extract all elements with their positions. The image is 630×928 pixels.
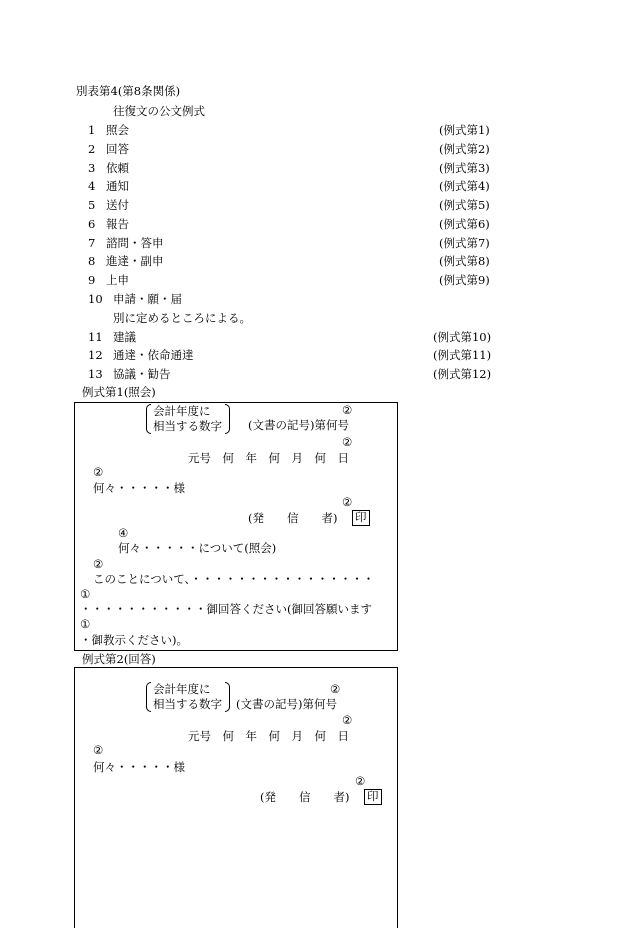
list-item-number: 3 xyxy=(88,161,96,175)
circled-number: ① xyxy=(80,617,91,631)
circled-number: ② xyxy=(342,495,353,509)
list-item-label: 協議・勧告 xyxy=(113,367,171,381)
list-item-label: 通知 xyxy=(106,179,129,193)
list-item-ref: (例式第2) xyxy=(439,142,490,156)
list-item-number: 6 xyxy=(88,217,96,231)
list-item-label: 報告 xyxy=(106,217,129,231)
example2-title: 例式第2(回答) xyxy=(82,652,156,666)
brace-text-line2: 相当する数字 xyxy=(153,697,222,711)
date-line: 元号 何 年 何 月 何 日 xyxy=(188,729,349,743)
list-item-label: 諮問・答申 xyxy=(106,236,164,250)
circled-number: ② xyxy=(342,403,353,417)
circled-number: ④ xyxy=(118,526,129,540)
brace-text-line1: 会計年度に xyxy=(153,682,211,696)
example1-title: 例式第1(照会) xyxy=(82,385,156,399)
list-item-ref: (例式第10) xyxy=(433,330,492,344)
sender: (発 信 者) xyxy=(248,511,338,525)
list-item-label: 通達・依命通達 xyxy=(113,348,194,362)
list-item-number: 11 xyxy=(88,330,103,344)
addressee: 何々・・・・・様 xyxy=(93,760,185,774)
circled-number: ② xyxy=(93,743,104,757)
brace-right xyxy=(225,682,230,712)
circled-number: ② xyxy=(93,465,104,479)
sender: (発 信 者) xyxy=(260,790,350,804)
doc-number: (文書の記号)第何号 xyxy=(248,418,349,432)
list-item-label: 上申 xyxy=(106,273,129,287)
list-item-ref: (例式第12) xyxy=(433,367,492,381)
list-item-number: 10 xyxy=(88,292,103,306)
list-item-ref: (例式第6) xyxy=(439,217,490,231)
document-title: 別表第4(第8条関係) xyxy=(76,84,181,98)
list-item-ref: (例式第1) xyxy=(439,123,490,137)
list-item-label: 建議 xyxy=(113,330,136,344)
brace-text-line2: 相当する数字 xyxy=(153,419,222,433)
list-item-ref: (例式第8) xyxy=(439,254,490,268)
list-item-label: 送付 xyxy=(106,198,129,212)
brace-text-line1: 会計年度に xyxy=(153,404,211,418)
list-item-number: 7 xyxy=(88,236,96,250)
brace-left xyxy=(146,682,151,712)
subject-line: 何々・・・・・について(照会) xyxy=(118,541,277,555)
list-item-number: 1 xyxy=(88,123,96,137)
list-item-ref: (例式第5) xyxy=(439,198,490,212)
list-item-ref: (例式第11) xyxy=(433,348,492,362)
body-line: ・御教示ください)。 xyxy=(80,633,188,647)
list-item-note: 別に定めるところによる。 xyxy=(113,311,251,325)
addressee: 何々・・・・・様 xyxy=(93,481,185,495)
list-item-label: 依頼 xyxy=(106,161,129,175)
list-item-label: 回答 xyxy=(106,142,129,156)
list-item-number: 4 xyxy=(88,179,96,193)
circled-number: ② xyxy=(355,774,366,788)
list-item-label: 申請・願・届 xyxy=(113,292,182,306)
circled-number: ① xyxy=(80,587,91,601)
list-item-number: 8 xyxy=(88,254,96,268)
list-item-number: 5 xyxy=(88,198,96,212)
circled-number: ② xyxy=(93,557,104,571)
list-item-label: 進達・副申 xyxy=(106,254,164,268)
seal-mark: 印 xyxy=(364,789,382,805)
list-item-number: 9 xyxy=(88,273,96,287)
list-item-number: 13 xyxy=(88,367,103,381)
list-item-ref: (例式第9) xyxy=(439,273,490,287)
list-item-label: 照会 xyxy=(106,123,129,137)
doc-number: (文書の記号)第何号 xyxy=(236,697,337,711)
circled-number: ② xyxy=(330,682,341,696)
date-line: 元号 何 年 何 月 何 日 xyxy=(188,451,349,465)
circled-number: ② xyxy=(342,435,353,449)
list-item-number: 2 xyxy=(88,142,96,156)
body-line: ・・・・・・・・・・・御回答ください(御回答願います xyxy=(80,602,372,616)
brace-right xyxy=(225,404,230,434)
list-item-ref: (例式第7) xyxy=(439,236,490,250)
list-item-ref: (例式第3) xyxy=(439,161,490,175)
list-item-number: 12 xyxy=(88,348,103,362)
body-line: このことについて、・・・・・・・・・・・・・・・・ xyxy=(93,572,375,586)
brace-left xyxy=(146,404,151,434)
seal-mark: 印 xyxy=(352,510,370,526)
list-item-ref: (例式第4) xyxy=(439,179,490,193)
document-subtitle: 往復文の公文例式 xyxy=(113,104,205,118)
circled-number: ② xyxy=(342,713,353,727)
